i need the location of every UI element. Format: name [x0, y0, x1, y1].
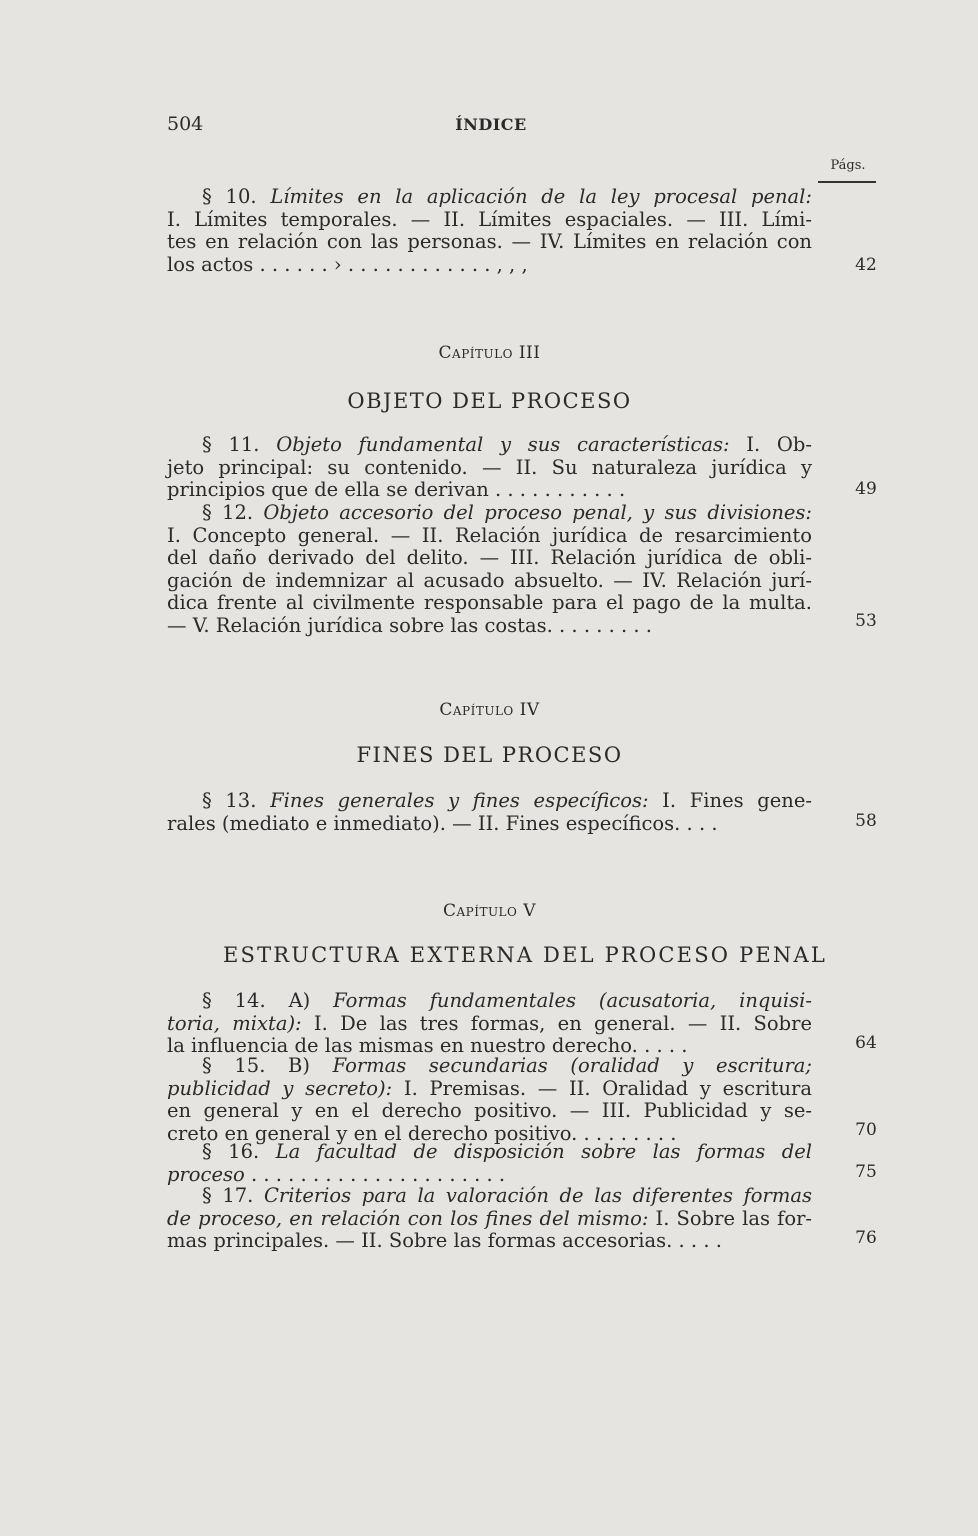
- entry-line: [167, 1078, 812, 1101]
- chapter-label-5: Capítulo V: [442, 901, 537, 921]
- entry-line: [167, 813, 812, 836]
- running-head: [167, 113, 815, 137]
- toc-entry-s17: [167, 1185, 812, 1253]
- entry-text: en general y en el derecho positivo. — III. Publicidad y se-: [167, 1099, 812, 1122]
- page-ref-s17: 76: [855, 1228, 877, 1248]
- entry-text: § 16.: [202, 1140, 276, 1163]
- entry-line: [167, 1055, 812, 1078]
- entry-text: jeto principal: su contenido. — II. Su naturaleza jurídica y: [167, 455, 812, 479]
- entry-title-italic: Formas fundamentales (acusatoria, inquisi-: [333, 989, 812, 1012]
- chapter-label-3: Capítulo III: [438, 343, 541, 363]
- entry-text: del daño derivado del delito. — III. Relación jurídica de obli-: [167, 546, 812, 569]
- entry-title-italic: publicidad y secreto):: [167, 1076, 393, 1100]
- entry-text: dica frente al civilmente responsable para el pago de la multa.: [167, 591, 812, 614]
- entry-line: [167, 209, 812, 232]
- entry-text: § 14. A): [202, 989, 334, 1012]
- page-ref-s10: 42: [855, 255, 877, 275]
- page-ref-s12: 53: [855, 611, 877, 631]
- entry-text: § 13.: [202, 789, 271, 812]
- entry-text: § 15. B): [202, 1054, 333, 1077]
- entry-line: [167, 990, 812, 1013]
- chapter-title-5: ESTRUCTURA EXTERNA DEL PROCESO PENAL: [222, 943, 828, 967]
- entry-text: I. Premisas. — II. Oralidad y escritura: [392, 1076, 812, 1100]
- entry-title-italic: Objeto accesorio del proceso penal, y sus divisiones:: [263, 501, 812, 524]
- entry-text: rales (mediato e inmediato). — II. Fines específicos. . . .: [167, 811, 718, 835]
- toc-entry-s12: [167, 502, 812, 637]
- entry-title-italic: proceso: [167, 1162, 245, 1186]
- entry-text: § 11.: [202, 433, 277, 456]
- entry-title-italic: Fines generales y fines específicos:: [270, 789, 649, 812]
- entry-title-italic: Objeto fundamental y sus características:: [276, 433, 730, 456]
- entry-line: [167, 254, 812, 277]
- entry-title-italic: La facultad de disposición sobre las formas del: [275, 1140, 812, 1163]
- entry-text: I. Concepto general. — II. Relación jurídica de resarcimiento: [167, 523, 812, 547]
- entry-text: I. Fines gene-: [648, 789, 812, 812]
- toc-entry-s16: [167, 1141, 812, 1186]
- entry-line: [167, 1208, 812, 1231]
- entry-text: § 12.: [202, 501, 264, 524]
- entry-text: § 10.: [202, 185, 271, 208]
- entry-text: . . . . . . . . . . . . . . . . . . . . .: [244, 1162, 506, 1186]
- entry-title-italic: Formas secundarias (oralidad y escritura;: [332, 1054, 812, 1077]
- entry-line: [167, 1100, 812, 1123]
- entry-text: los actos . . . . . . › . . . . . . . . . . . . , , ,: [167, 252, 528, 276]
- page-ref-s15: 70: [855, 1120, 877, 1140]
- entry-line: [167, 1141, 812, 1164]
- entry-title-italic: de proceso, en relación con los fines del mismo:: [167, 1206, 649, 1230]
- pages-column-rule: [818, 181, 876, 183]
- entry-line: [167, 570, 812, 593]
- chapter-title-4: FINES DEL PROCESO: [356, 743, 623, 767]
- page-ref-s14: 64: [855, 1033, 877, 1053]
- toc-entry-s11: [167, 434, 812, 502]
- entry-text: I. Sobre las for-: [648, 1206, 812, 1230]
- entry-text: principios que de ella se derivan . . . . . . . . . . .: [167, 478, 626, 501]
- toc-entry-s10: [167, 186, 812, 276]
- entry-title-italic: Criterios para la valoración de las diferentes formas: [264, 1184, 812, 1207]
- entry-line: [167, 547, 812, 570]
- page-number: 504: [167, 113, 204, 135]
- entry-text: I. De las tres formas, en general. — II. Sobre: [301, 1011, 812, 1035]
- entry-text: — V. Relación jurídica sobre las costas. . . . . . . . .: [167, 613, 653, 637]
- entry-text: mas principales. — II. Sobre las formas accesorias. . . . .: [167, 1229, 722, 1252]
- entry-line: [167, 434, 812, 457]
- index-title: ÍNDICE: [455, 115, 527, 134]
- entry-line: [167, 231, 812, 254]
- entry-line: [167, 479, 812, 502]
- entry-text: I. Ob-: [729, 433, 812, 456]
- toc-entry-s13: [167, 790, 812, 835]
- entry-text: tes en relación con las personas. — IV. Límites en relación con: [167, 230, 812, 253]
- entry-line: [167, 592, 812, 615]
- entry-text: gación de indemnizar al acusado absuelto. — IV. Relación jurí-: [167, 568, 812, 592]
- page-ref-s11: 49: [855, 479, 877, 499]
- page-ref-s16: 75: [855, 1162, 877, 1182]
- entry-line: [167, 1185, 812, 1208]
- entry-line: [167, 790, 812, 813]
- entry-text: la influencia de las mismas en nuestro derecho. . . . .: [167, 1034, 688, 1057]
- entry-text: § 17.: [202, 1184, 264, 1207]
- toc-entry-s15: [167, 1055, 812, 1145]
- chapter-title-3: OBJETO DEL PROCESO: [347, 389, 632, 413]
- pages-column-label: Págs.: [830, 158, 866, 173]
- entry-text: creto en general y en el derecho positivo. . . . . . . . .: [167, 1121, 677, 1145]
- entry-line: [167, 186, 812, 209]
- entry-line: [167, 615, 812, 638]
- entry-line: [167, 502, 812, 525]
- page-ref-s13: 58: [855, 811, 877, 831]
- entry-line: [167, 1013, 812, 1036]
- entry-line: [167, 1230, 812, 1253]
- chapter-label-4: Capítulo IV: [439, 700, 540, 720]
- entry-line: [167, 525, 812, 548]
- entry-title-italic: Límites en la aplicación de la ley procesal penal:: [270, 185, 812, 208]
- entry-text: I. Límites temporales. — II. Límites espaciales. — III. Lími-: [167, 207, 812, 231]
- toc-entry-s14: [167, 990, 812, 1058]
- entry-title-italic: toria, mixta):: [167, 1011, 302, 1035]
- entry-line: [167, 1164, 812, 1187]
- entry-line: [167, 457, 812, 480]
